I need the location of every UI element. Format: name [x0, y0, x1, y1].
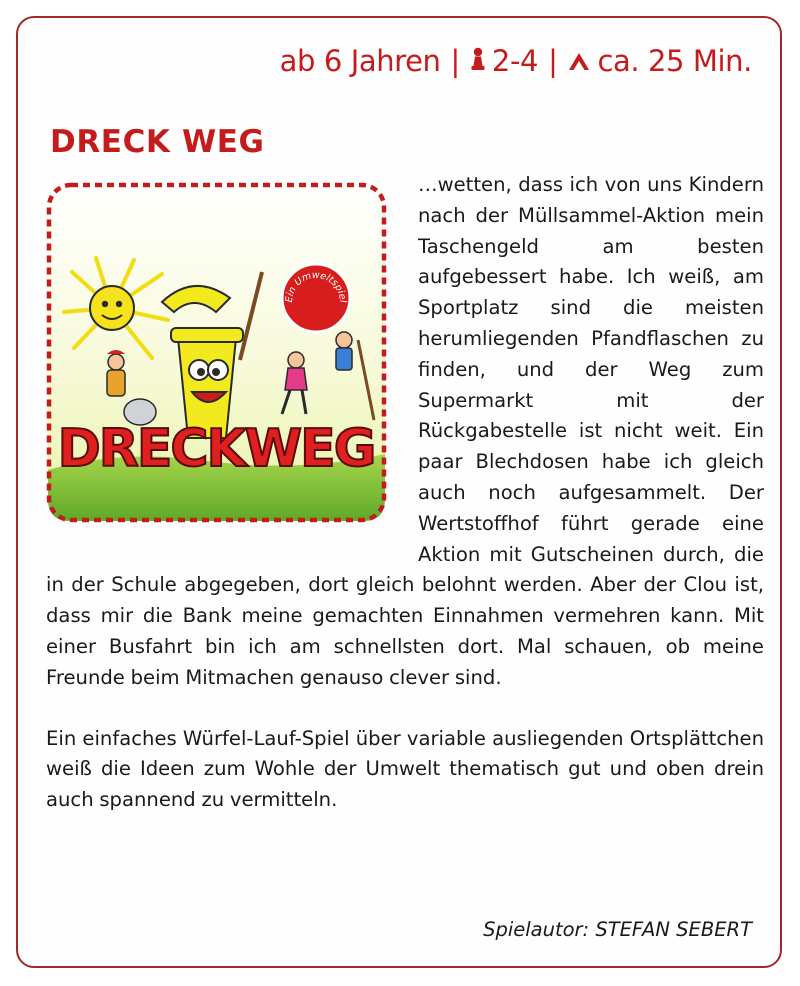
cover-float-spacer	[46, 170, 418, 546]
meta-separator: |	[548, 44, 558, 78]
hourglass-icon	[567, 44, 591, 78]
review-paragraph: Ein einfaches Würfel-Lauf-Spiel über variable ausliegenden Ortsplättchen weiß die Ideen zum Wohle der Umwelt thematisch gut und oben drein auch spannend zu vermitteln.	[46, 726, 764, 812]
author-credit: Spielautor: STEFAN SEBERT	[483, 918, 752, 941]
duration-label: ca. 25 Min.	[597, 44, 752, 78]
age-label: ab 6 Jahren	[279, 44, 441, 78]
cover-badge-text: Ein Umweltspiel	[283, 269, 349, 303]
meta-separator: |	[450, 44, 460, 78]
review-paragraph: …wetten, dass ich von uns Kindern nach der Müllsammel-Aktion mein Taschengeld am besten aufgebessert habe. Ich weiß, am Sportplatz sind die meisten herumliegenden Pfandflaschen zu finden, und der Weg zum Supermarkt mit der Rückgabestelle ist nicht weit. Ein paar Blechdosen habe ich gleich auch noch aufgesammelt. Der Wertstoffhof führt gerade eine Aktion mit Gutscheinen durch, die in der Schule abgegeben, dort gleich belohnt werden. Aber der Clou ist, dass mir die Bank meine gemachten Einnahmen vermehren kann. Mit einer Busfahrt bin ich am schnellsten dort. Mal schauen, ob meine Freunde beim Mitmachen genauso clever sind.	[46, 173, 764, 689]
players-label: 2-4	[491, 44, 539, 78]
pawn-icon	[470, 44, 486, 78]
game-title: DRECK WEG	[50, 124, 265, 160]
game-meta	[280, 44, 752, 78]
cover-logo-text: DRECKWEG	[57, 419, 375, 479]
review-text	[46, 170, 764, 816]
